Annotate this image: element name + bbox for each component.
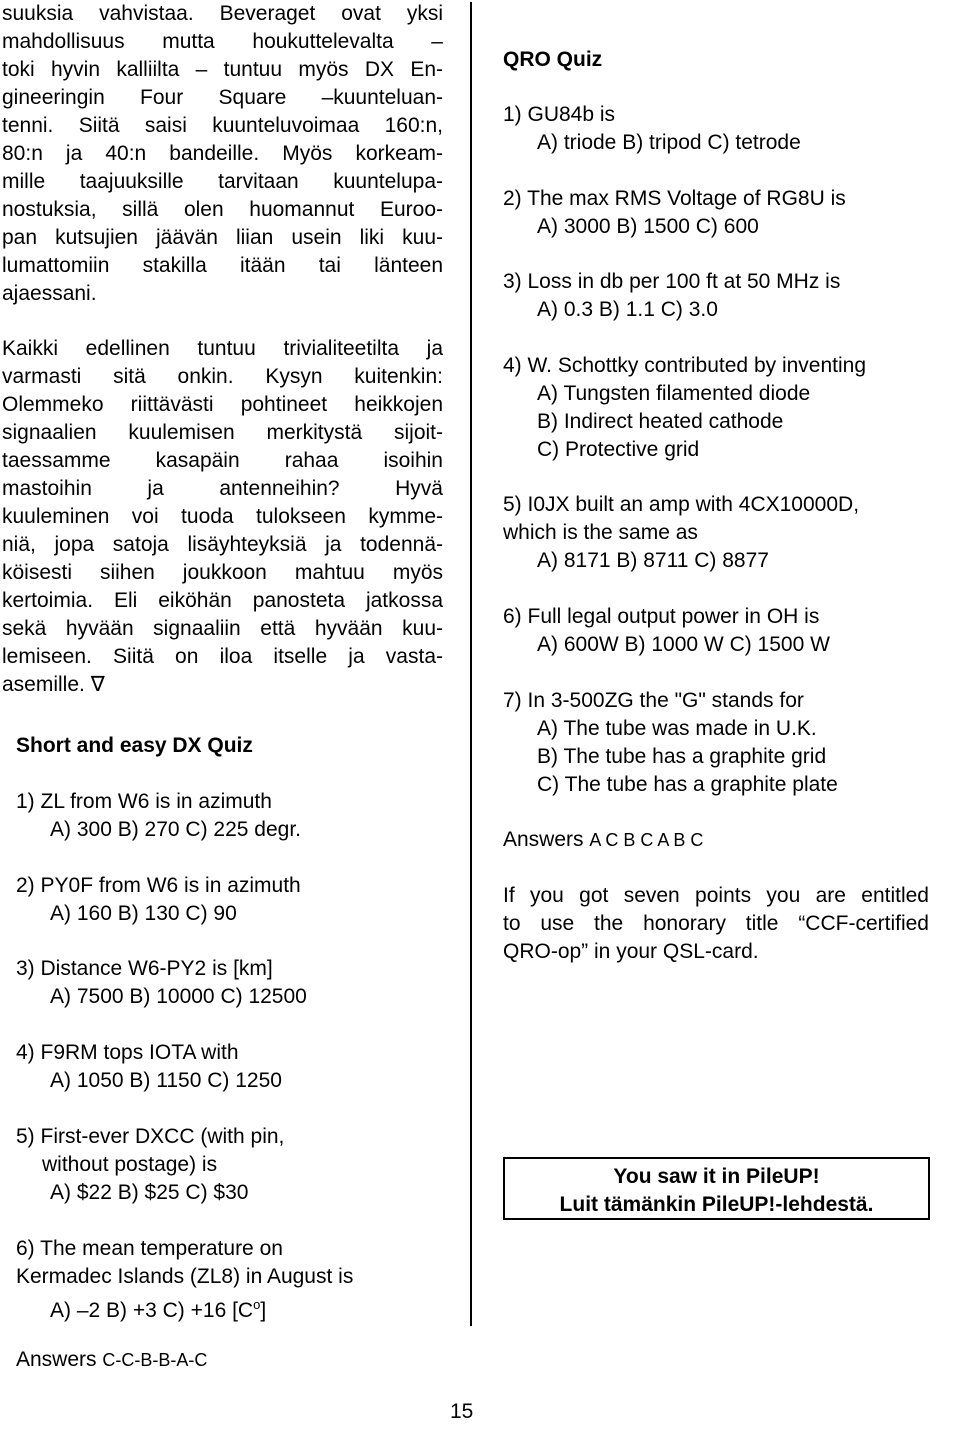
- text-line: lumattomiin stakilla itään tai länteen: [2, 254, 443, 277]
- text-line: niä, jopa satoja lisäyhteyksiä ja todennä-: [2, 533, 443, 556]
- dx-question-6-cont: Kermadec Islands (ZL8) in August is: [16, 1265, 354, 1288]
- qro-answer-5: A) 8171 B) 8711 C) 8877: [537, 549, 769, 572]
- text-line: ajaessani.: [2, 282, 97, 305]
- qro-answer-1: A) triode B) tripod C) tetrode: [537, 131, 801, 154]
- text-line: Kaikki edellinen tuntuu trivialiteetilta ja: [2, 337, 443, 360]
- dx-question-3: 3) Distance W6-PY2 is [km]: [16, 957, 273, 980]
- text-line: Olemmeko riittävästi pohtineet heikkojen: [2, 393, 443, 416]
- qro-question-7: 7) In 3-500ZG the "G" stands for: [503, 689, 804, 712]
- dx-answers: [16, 1346, 207, 1374]
- dx-answer-6: [50, 1291, 266, 1325]
- qro-quiz-title: QRO Quiz: [503, 48, 603, 71]
- text-line: sekä hyvään signaaliin että hyvään kuu-: [2, 617, 443, 640]
- text-line: mahdollisuus mutta houkuttelevalta –: [2, 30, 443, 53]
- dx-answer-1: A) 300 B) 270 C) 225 degr.: [50, 818, 301, 841]
- column-divider: [470, 2, 472, 1326]
- qro-closing-line: to use the honorary title “CCF-certified: [503, 912, 929, 935]
- text-line: gineeringin Four Square –kuunteluan-: [2, 86, 443, 109]
- qro-question-5-cont: which is the same as: [503, 521, 698, 544]
- text-line: taessamme kasapäin rahaa isoihin: [2, 449, 443, 472]
- text-line: köisesti siihen joukkoon mahtuu myös: [2, 561, 443, 584]
- dx-question-4: 4) F9RM tops IOTA with: [16, 1041, 239, 1064]
- qro-question-2: 2) The max RMS Voltage of RG8U is: [503, 187, 846, 210]
- text-line: nostuksia, sillä olen huomannut Euroo-: [2, 198, 443, 221]
- text-line: pan kutsujien jäävän liian usein liki kuu-: [2, 226, 443, 249]
- pileup-box: [503, 1157, 930, 1220]
- qro-answer-7c: C) The tube has a graphite plate: [537, 773, 838, 796]
- dx-answer-3: A) 7500 B) 10000 C) 12500: [50, 985, 307, 1008]
- dx-question-5: 5) First-ever DXCC (with pin,: [16, 1125, 285, 1148]
- text-line: mastoihin ja antenneihin? Hyvä: [2, 477, 443, 500]
- text-line: signaalien kuulemisen merkitystä sijoit-: [2, 421, 443, 444]
- text-line: asemille. ∇: [2, 673, 105, 696]
- qro-answer-3: A) 0.3 B) 1.1 C) 3.0: [537, 298, 718, 321]
- dx-question-2: 2) PY0F from W6 is in azimuth: [16, 874, 301, 897]
- dx-quiz-title: Short and easy DX Quiz: [16, 734, 253, 757]
- text-line: kuuleminen voi tuoda tulokseen kymme-: [2, 505, 443, 528]
- qro-answer-4c: C) Protective grid: [537, 438, 700, 461]
- qro-answer-4a: A) Tungsten filamented diode: [537, 382, 811, 405]
- text-line: mille taajuuksille tarvitaan kuuntelupa-: [2, 170, 443, 193]
- pileup-box-line1: You saw it in PileUP!: [613, 1165, 820, 1188]
- text-line: kertoimia. Eli eiköhän panosteta jatkossa: [2, 589, 443, 612]
- qro-answer-6: A) 600W B) 1000 W C) 1500 W: [537, 633, 830, 656]
- qro-closing-line: QRO-op” in your QSL-card.: [503, 940, 759, 963]
- degree-sup: o: [253, 1297, 261, 1312]
- text-line: varmasti sitä onkin. Kysyn kuitenkin:: [2, 365, 443, 388]
- qro-question-1: 1) GU84b is: [503, 103, 616, 126]
- text-line: tenni. Siitä saisi kuunteluvoimaa 160:n,: [2, 114, 443, 137]
- pileup-box-line2: Luit tämänkin PileUP!-lehdestä.: [559, 1193, 874, 1216]
- dx-answer-5: A) $22 B) $25 C) $30: [50, 1181, 249, 1204]
- qro-answers: [503, 826, 703, 854]
- dx-answer-6-end: ]: [260, 1299, 267, 1322]
- dx-answers-label: Answers: [16, 1348, 103, 1371]
- dx-question-5-cont: without postage) is: [42, 1153, 218, 1176]
- text-line: lemiseen. Siitä on iloa itselle ja vasta-: [2, 645, 443, 668]
- page-number: 15: [450, 1400, 474, 1423]
- dx-answer-2: A) 160 B) 130 C) 90: [50, 902, 237, 925]
- dx-answer-4: A) 1050 B) 1150 C) 1250: [50, 1069, 282, 1092]
- qro-question-4: 4) W. Schottky contributed by inventing: [503, 354, 867, 377]
- qro-question-5: 5) I0JX built an amp with 4CX10000D,: [503, 493, 860, 516]
- dx-question-1: 1) ZL from W6 is in azimuth: [16, 790, 272, 813]
- qro-closing-line: If you got seven points you are entitled: [503, 884, 929, 907]
- text-line: 80:n ja 40:n bandeille. Myös korkeam-: [2, 142, 443, 165]
- qro-question-6: 6) Full legal output power in OH is: [503, 605, 820, 628]
- text-line: toki hyvin kalliilta – tuntuu myös DX En-: [2, 58, 443, 81]
- dx-answers-value: C-C-B-B-A-C: [102, 1350, 208, 1370]
- dx-question-6: 6) The mean temperature on: [16, 1237, 283, 1260]
- text-line: suuksia vahvistaa. Beveraget ovat yksi: [2, 2, 443, 25]
- qro-answer-7b: B) The tube has a graphite grid: [537, 745, 827, 768]
- qro-answers-value: A C B C A B C: [589, 830, 704, 850]
- qro-answer-2: A) 3000 B) 1500 C) 600: [537, 215, 759, 238]
- qro-question-3: 3) Loss in db per 100 ft at 50 MHz is: [503, 270, 841, 293]
- qro-answer-7a: A) The tube was made in U.K.: [537, 717, 817, 740]
- qro-answers-label: Answers: [503, 828, 590, 851]
- qro-answer-4b: B) Indirect heated cathode: [537, 410, 784, 433]
- dx-answer-6-text: A) –2 B) +3 C) +16 [C: [50, 1299, 254, 1322]
